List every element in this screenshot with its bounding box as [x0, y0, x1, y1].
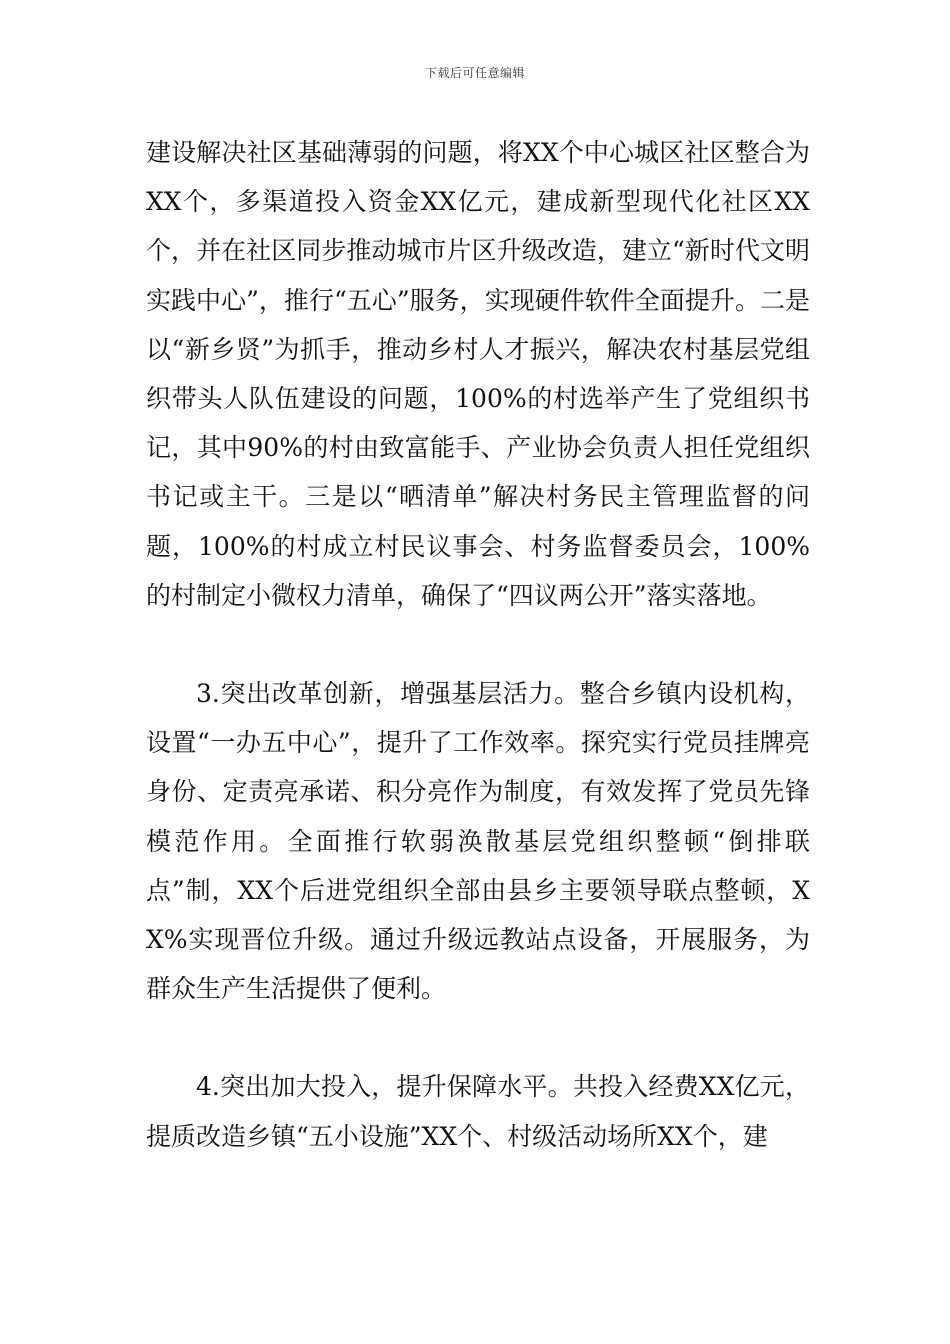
paragraph-section-3: 3.突出改革创新，增强基层活力。整合乡镇内设机构，设置“一办五中心”，提升了工作效率。探究实行党员挂牌亮身份、定责亮承诺、积分亮作为制度，有效发挥了党员先锋模范作用。全面推行软弱涣散基层党组织整顿“倒排联点”制，XX个后进党组织全部由县乡主要领导联点整顿，XX%实现晋位升级。通过升级远教站点设备，开展服务，为群众生产生活提供了便利。: [146, 679, 810, 1004]
document-body: [146, 128, 810, 1161]
page-header: 下载后可任意编辑: [424, 66, 525, 80]
paragraph-spacer: [146, 620, 810, 669]
paragraph-continuation: 建设解决社区基础薄弱的问题，将XX个中心城区社区整合为XX个，多渠道投入资金XX亿元，建成新型现代化社区XX个，并在社区同步推动城市片区升级改造，建立“新时代文明实践中心”，推行“五心”服务，实现硬件软件全面提升。二是以“新乡贤”为抓手，推动乡村人才振兴，解决农村基层党组织带头人队伍建设的问题，100%的村选举产生了党组织书记，其中90%的村由致富能手、产业协会负责人担任党组织书记或主干。三是以“晒清单”解决村务民主管理监督的问题，100%的村成立村民议事会、村务监督委员会，100%的村制定小微权力清单，确保了“四议两公开”落实落地。: [146, 138, 810, 610]
paragraph-spacer: [146, 1013, 810, 1062]
paragraph-section-4: 4.突出加大投入，提升保障水平。共投入经费XX亿元，提质改造乡镇“五小设施”XX个、村级活动场所XX个，建: [146, 1072, 810, 1151]
